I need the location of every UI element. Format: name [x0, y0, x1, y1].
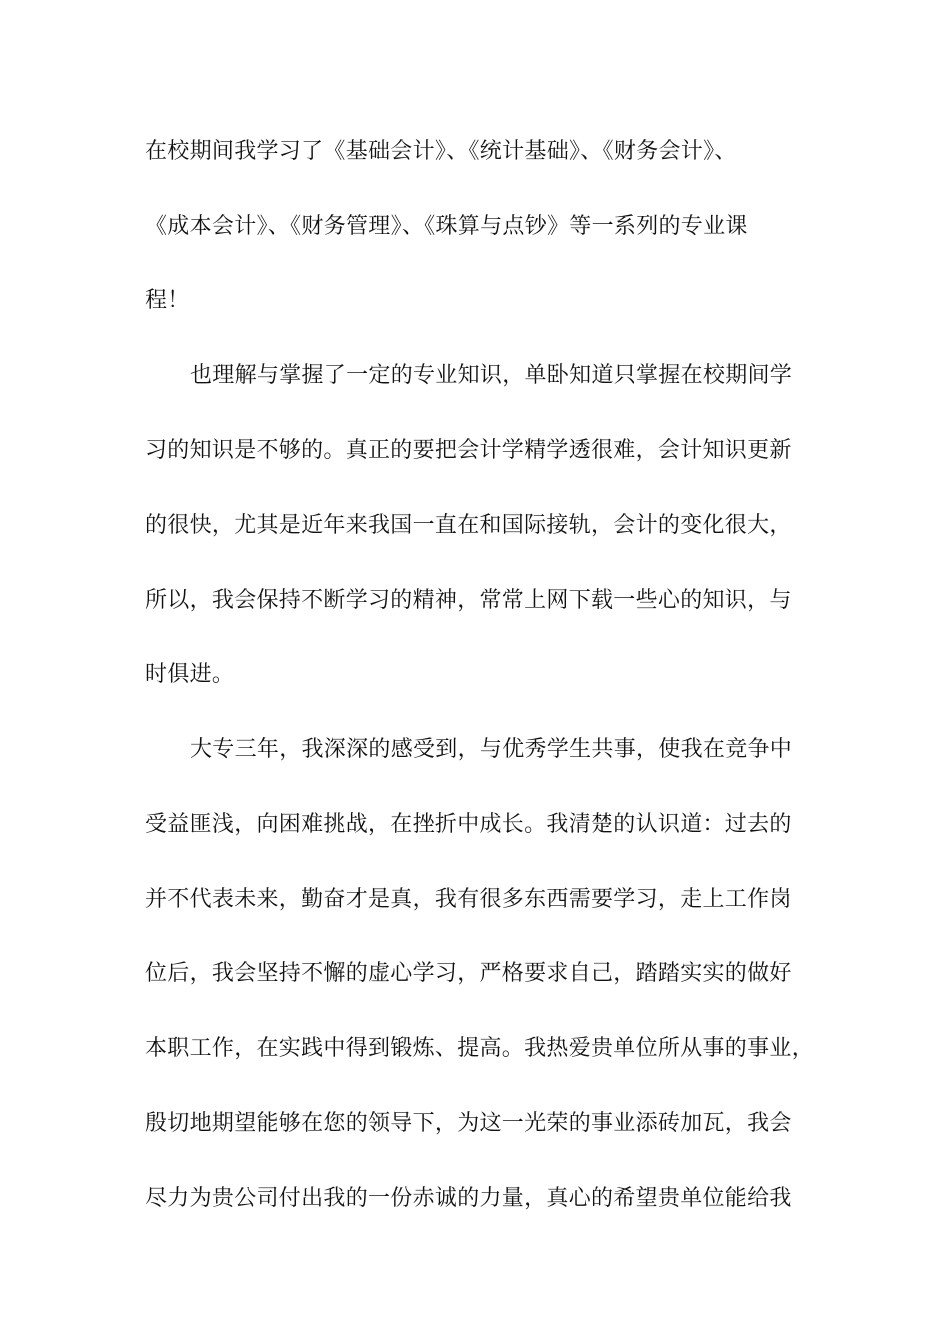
text-line-2: 《成本会计》、《财务管理》、《珠算与点钞》等一系列的专业课 [145, 214, 748, 239]
text-line-14: 殷切地期望能够在您的领导下，为这一光荣的事业添砖加瓦，我会 [145, 1111, 792, 1136]
text-line-3: 程！ [145, 288, 190, 313]
text-line-15: 尽力为贵公司付出我的一份赤诚的力量，真心的希望贵单位能给我 [145, 1186, 792, 1211]
text-line-6: 的很快，尤其是近年来我国一直在和国际接轨，会计的变化很大， [145, 513, 792, 538]
text-line-5: 习的知识是不够的。真正的要把会计学精学透很难，会计知识更新 [145, 438, 792, 463]
text-line-8: 时俱进。 [145, 662, 235, 687]
text-line-4: 也理解与掌握了一定的专业知识，单卧知道只掌握在校期间学 [190, 363, 793, 388]
text-line-13: 本职工作，在实践中得到锻炼、提高。我热爱贵单位所从事的事业， [145, 1036, 815, 1061]
text-line-7: 所以，我会保持不断学习的精神，常常上网下载一些心的知识，与 [145, 588, 792, 613]
text-line-1: 在校期间我学习了《基础会计》、《统计基础》、《财务会计》、 [145, 139, 737, 164]
text-line-9: 大专三年，我深深的感受到，与优秀学生共事，使我在竞争中 [190, 737, 793, 762]
text-line-10: 受益匪浅，向困难挑战，在挫折中成长。我清楚的认识道：过去的 [145, 812, 792, 837]
text-line-11: 并不代表未来，勤奋才是真，我有很多东西需要学习，走上工作岗 [145, 887, 792, 912]
text-line-12: 位后，我会坚持不懈的虚心学习，严格要求自己，踏踏实实的做好 [145, 961, 792, 986]
